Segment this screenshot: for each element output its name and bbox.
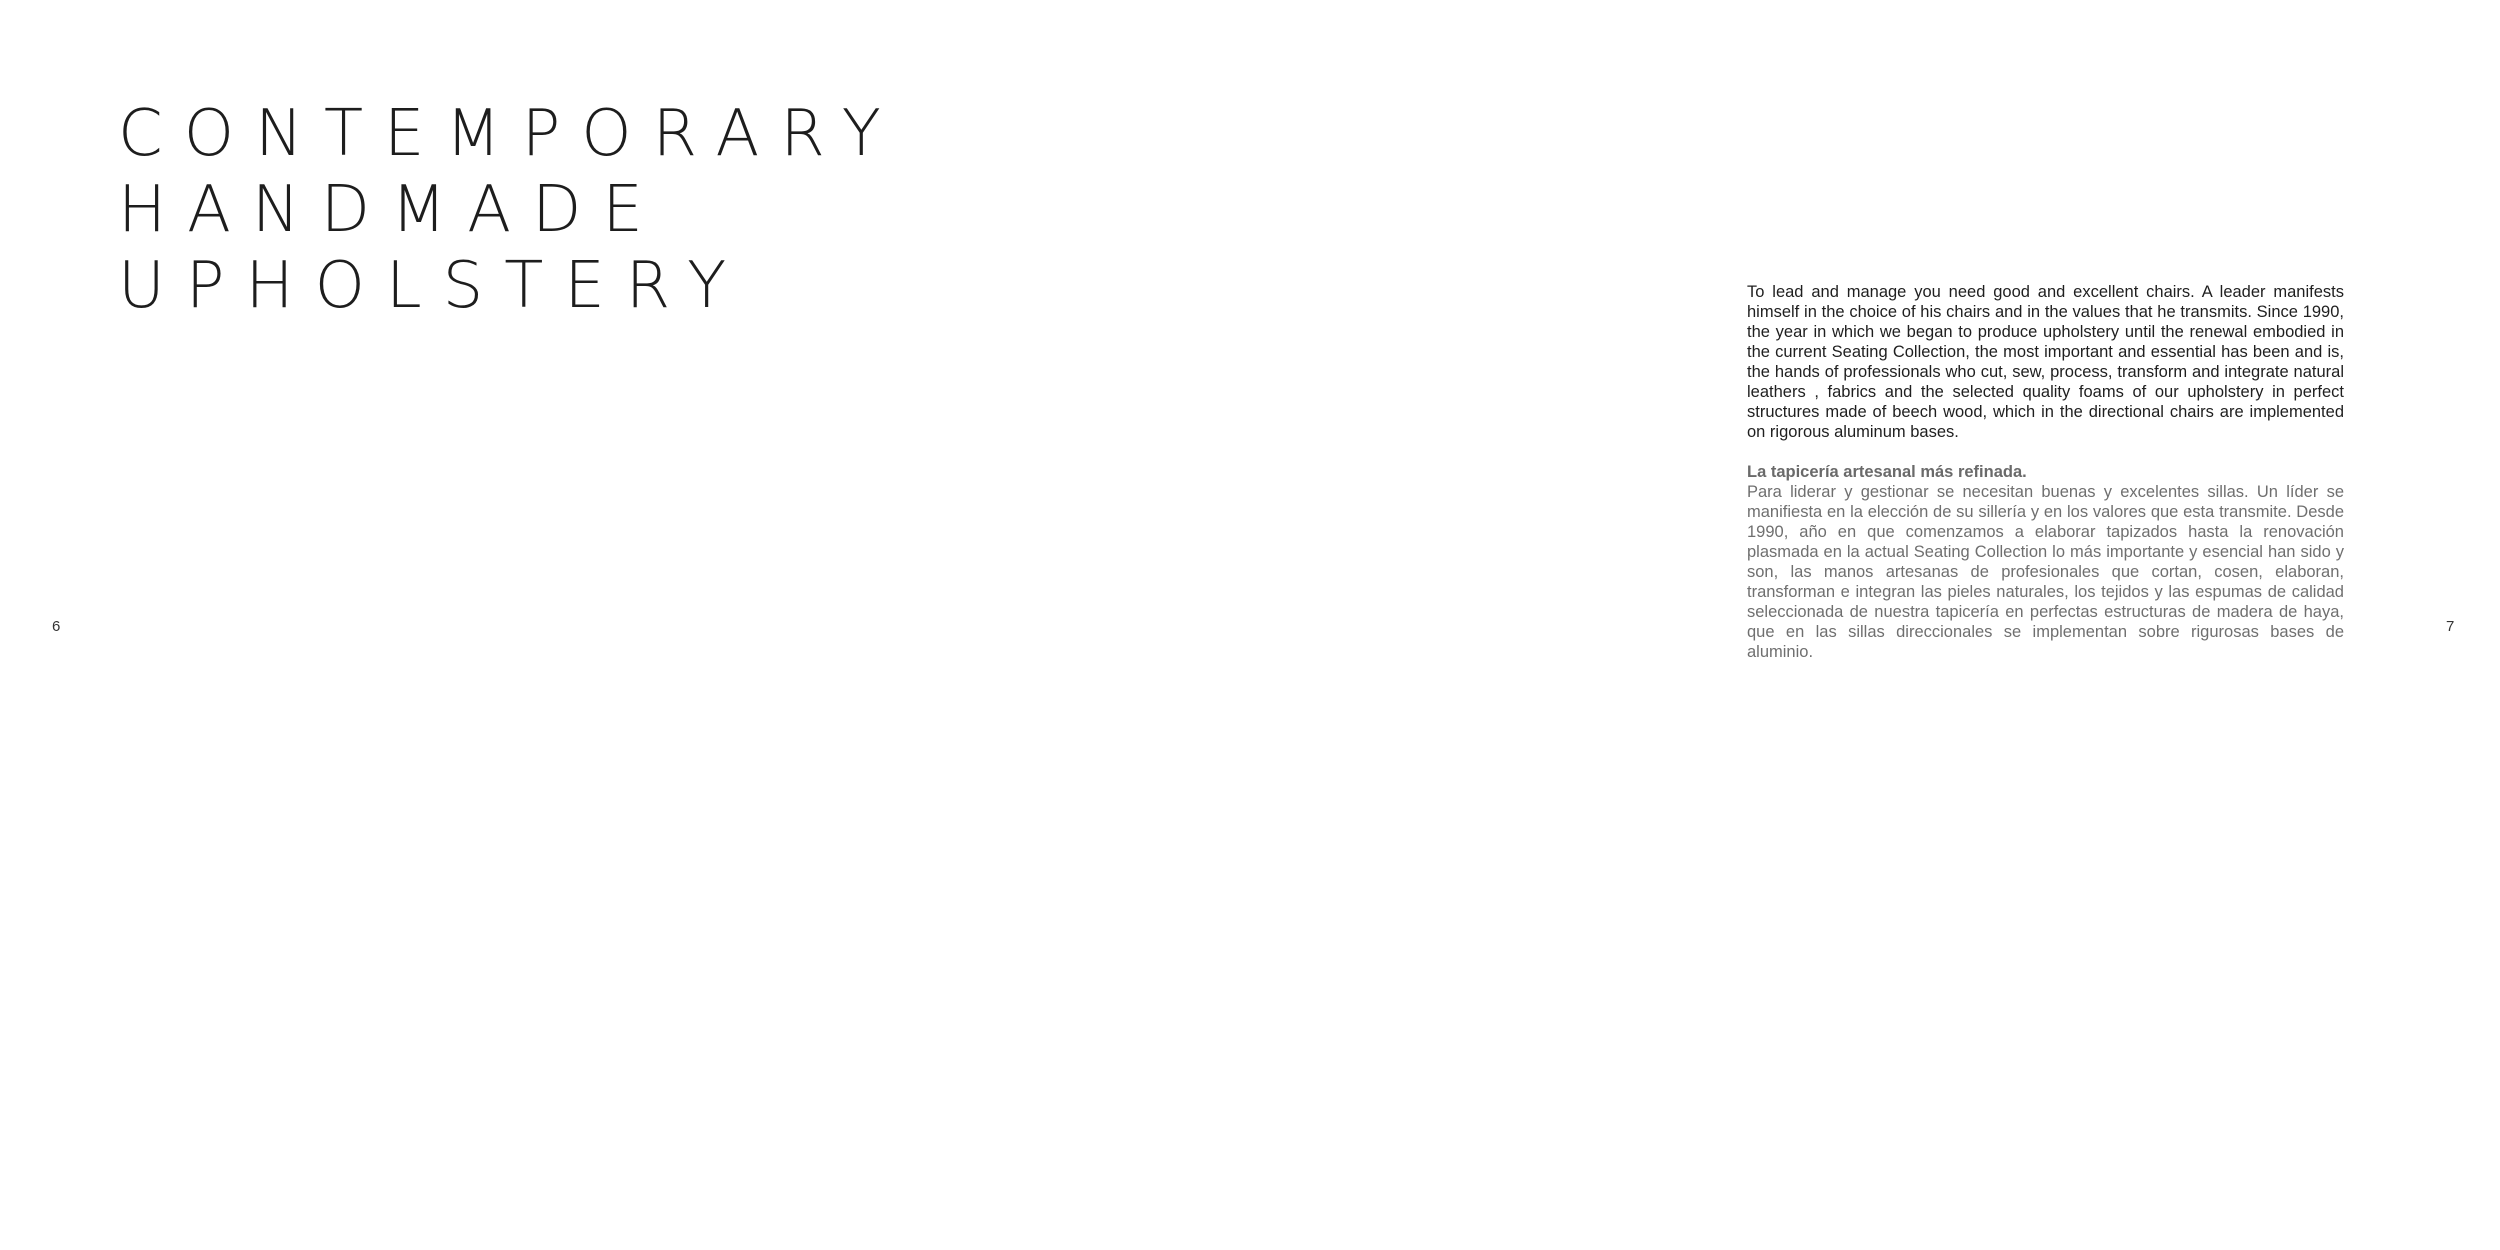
spanish-paragraph: Para liderar y gestionar se necesitan buenas y excelentes sillas. Un líder se manifiesta en la elección de su sillería y en los valores que esta transmite. Desde 1990, año en que comenzamos a elaborar tapizados hasta la renovación plasmada en la actual Seating Collection lo más importante y esencial han sido y son, las manos artesanas de profesionales que cortan, cosen, elaboran, transforman e integran las pieles naturales, los tejidos y las espumas de calidad seleccionada de nuestra tapicería en perfectas estructuras de madera de haya, que en las sillas direccionales se implementan sobre rigurosas bases de aluminio. [1747, 483, 2344, 661]
spanish-subtitle: La tapicería artesanal más refinada. [1747, 463, 2027, 481]
english-paragraph: To lead and manage you need good and excellent chairs. A leader manifests himself in the choice of his chairs and in the values that he transmits. Since 1990, the year in which we began to produce upholstery until the renewal embodied in the current Seating Collection, the most important and essential has been and is, the hands of professionals who cut, sew, process, transform and integrate natural leathers , fabrics and the selected quality foams of our upholstery in perfect structures made of beech wood, which in the directional chairs are implemented on rigorous aluminum bases. [1747, 283, 2344, 441]
page-number-right: 7 [2446, 618, 2455, 635]
title-line-3: UPHOLSTERY [118, 249, 748, 323]
title-line-1: CONTEMPORARY [118, 97, 902, 171]
title-line-2: HANDMADE [118, 173, 664, 247]
body-text-column [1747, 282, 2344, 662]
page-number-left: 6 [52, 618, 61, 635]
page-title [118, 96, 902, 324]
